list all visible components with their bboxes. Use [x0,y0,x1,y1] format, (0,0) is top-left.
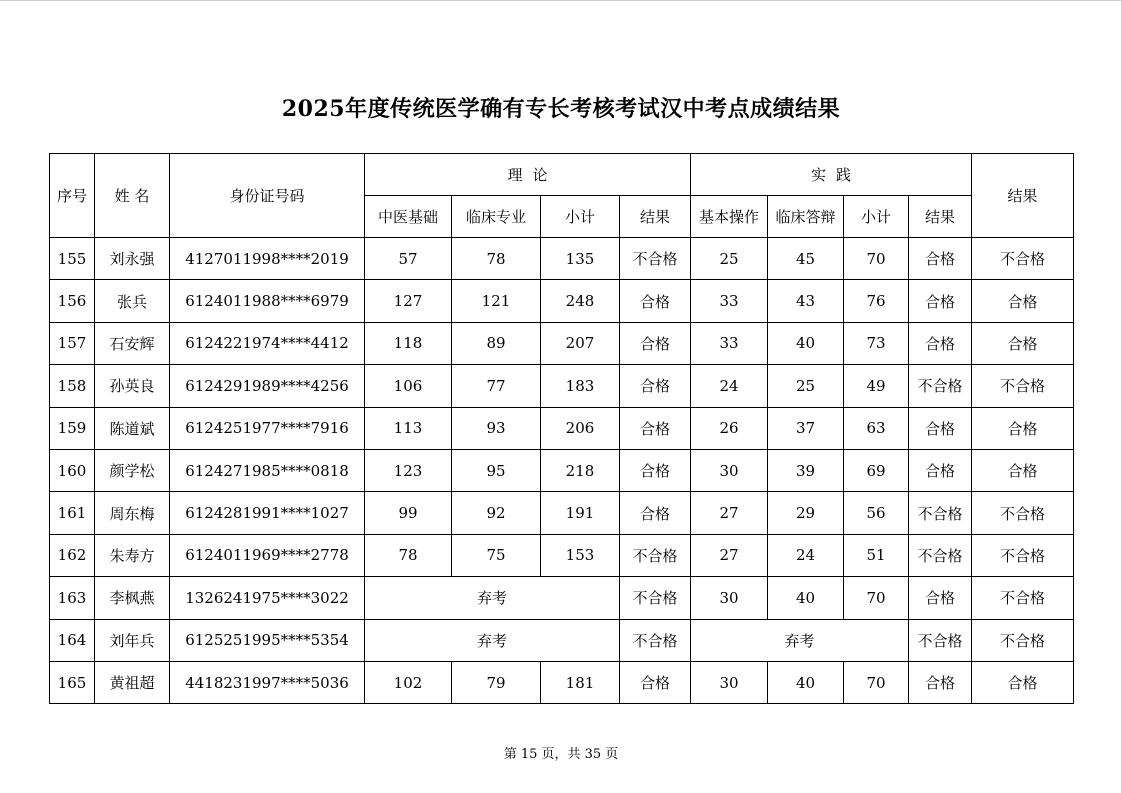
header-practice-subtotal: 小计 [844,196,909,238]
practice-operation-cell: 33 [691,280,768,322]
theory-result-cell: 合格 [620,365,691,407]
theory-clinical-cell: 78 [452,238,541,280]
overall-result-cell: 合格 [972,449,1074,491]
theory-subtotal-cell: 181 [541,661,620,703]
header-practice-operation: 基本操作 [691,196,768,238]
theory-subtotal-cell: 207 [541,322,620,364]
practice-defense-cell: 40 [768,577,844,619]
practice-operation-cell: 25 [691,238,768,280]
theory-result-cell: 合格 [620,322,691,364]
practice-result-cell: 不合格 [909,365,972,407]
overall-result-cell: 合格 [972,322,1074,364]
theory-clinical-cell: 89 [452,322,541,364]
table-row [50,407,1074,449]
overall-result-cell: 不合格 [972,492,1074,534]
theory-result-cell: 不合格 [620,619,691,661]
seq-cell: 158 [50,365,95,407]
practice-defense-cell: 40 [768,661,844,703]
page-border-top [0,0,1122,1]
practice-subtotal-cell: 69 [844,449,909,491]
theory-result-cell: 不合格 [620,238,691,280]
overall-result-cell: 不合格 [972,238,1074,280]
id-number-cell: 1326241975****3022 [170,577,365,619]
id-number-cell: 6124281991****1027 [170,492,365,534]
header-theory-group: 理论 [365,154,691,196]
practice-subtotal-cell: 70 [844,577,909,619]
header-practice-group: 实践 [691,154,972,196]
theory-basic-cell: 78 [365,534,452,576]
seq-cell: 163 [50,577,95,619]
theory-clinical-cell: 121 [452,280,541,322]
header-practice-result: 结果 [909,196,972,238]
practice-operation-cell: 30 [691,661,768,703]
practice-operation-cell: 26 [691,407,768,449]
practice-result-cell: 合格 [909,280,972,322]
practice-defense-cell: 29 [768,492,844,534]
overall-result-cell: 不合格 [972,534,1074,576]
seq-cell: 162 [50,534,95,576]
name-cell: 黄祖超 [95,661,170,703]
table-row [50,449,1074,491]
seq-cell: 165 [50,661,95,703]
name-cell: 刘永强 [95,238,170,280]
practice-result-cell: 合格 [909,577,972,619]
table-row [50,492,1074,534]
theory-clinical-cell: 92 [452,492,541,534]
theory-subtotal-cell: 135 [541,238,620,280]
name-cell: 朱寿方 [95,534,170,576]
header-name: 姓 名 [95,154,170,238]
table-row [50,322,1074,364]
practice-subtotal-cell: 56 [844,492,909,534]
theory-result-cell: 合格 [620,407,691,449]
theory-result-cell: 合格 [620,280,691,322]
theory-subtotal-cell: 183 [541,365,620,407]
table-row [50,365,1074,407]
theory-subtotal-cell: 218 [541,449,620,491]
practice-operation-cell: 27 [691,492,768,534]
theory-subtotal-cell: 191 [541,492,620,534]
theory-result-cell: 不合格 [620,534,691,576]
practice-defense-cell: 39 [768,449,844,491]
practice-operation-cell: 30 [691,449,768,491]
practice-subtotal-cell: 49 [844,365,909,407]
table-row [50,280,1074,322]
seq-cell: 161 [50,492,95,534]
id-number-cell: 6124291989****4256 [170,365,365,407]
name-cell: 刘年兵 [95,619,170,661]
table-row [50,619,1074,661]
header-overall-result: 结果 [972,154,1074,238]
theory-basic-cell: 99 [365,492,452,534]
practice-defense-cell: 40 [768,322,844,364]
theory-absent-cell: 弃考 [365,619,620,661]
header-theory-clinical: 临床专业 [452,196,541,238]
practice-defense-cell: 24 [768,534,844,576]
theory-subtotal-cell: 206 [541,407,620,449]
practice-result-cell: 不合格 [909,619,972,661]
practice-result-cell: 合格 [909,322,972,364]
theory-basic-cell: 123 [365,449,452,491]
practice-result-cell: 不合格 [909,534,972,576]
id-number-cell: 6124011988****6979 [170,280,365,322]
theory-clinical-cell: 95 [452,449,541,491]
practice-result-cell: 合格 [909,407,972,449]
theory-absent-cell: 弃考 [365,577,620,619]
overall-result-cell: 不合格 [972,577,1074,619]
practice-result-cell: 不合格 [909,492,972,534]
page-footer: 第 15 页，共 35 页 [503,747,619,762]
practice-result-cell: 合格 [909,449,972,491]
practice-subtotal-cell: 51 [844,534,909,576]
practice-defense-cell: 43 [768,280,844,322]
theory-result-cell: 不合格 [620,577,691,619]
seq-cell: 156 [50,280,95,322]
name-cell: 李枫燕 [95,577,170,619]
theory-clinical-cell: 75 [452,534,541,576]
practice-subtotal-cell: 70 [844,661,909,703]
table-row [50,238,1074,280]
theory-clinical-cell: 93 [452,407,541,449]
practice-operation-cell: 24 [691,365,768,407]
overall-result-cell: 合格 [972,661,1074,703]
theory-subtotal-cell: 153 [541,534,620,576]
table-row [50,661,1074,703]
theory-clinical-cell: 77 [452,365,541,407]
header-id: 身份证号码 [170,154,365,238]
id-number-cell: 6125251995****5354 [170,619,365,661]
score-table [49,153,1074,704]
theory-basic-cell: 102 [365,661,452,703]
practice-subtotal-cell: 73 [844,322,909,364]
theory-result-cell: 合格 [620,449,691,491]
header-practice-defense: 临床答辩 [768,196,844,238]
document-title: 2025年度传统医学确有专长考核考试汉中考点成绩结果 [281,96,841,122]
overall-result-cell: 合格 [972,407,1074,449]
header-seq: 序号 [50,154,95,238]
header-theory-result: 结果 [620,196,691,238]
overall-result-cell: 不合格 [972,619,1074,661]
practice-subtotal-cell: 70 [844,238,909,280]
practice-defense-cell: 25 [768,365,844,407]
seq-cell: 164 [50,619,95,661]
theory-result-cell: 合格 [620,492,691,534]
practice-result-cell: 合格 [909,238,972,280]
practice-operation-cell: 27 [691,534,768,576]
theory-basic-cell: 118 [365,322,452,364]
name-cell: 陈道斌 [95,407,170,449]
id-number-cell: 4418231997****5036 [170,661,365,703]
id-number-cell: 6124251977****7916 [170,407,365,449]
practice-operation-cell: 30 [691,577,768,619]
practice-defense-cell: 37 [768,407,844,449]
table-row [50,577,1074,619]
theory-basic-cell: 113 [365,407,452,449]
name-cell: 孙英良 [95,365,170,407]
practice-subtotal-cell: 76 [844,280,909,322]
id-number-cell: 6124011969****2778 [170,534,365,576]
practice-defense-cell: 45 [768,238,844,280]
practice-operation-cell: 33 [691,322,768,364]
header-theory-subtotal: 小计 [541,196,620,238]
id-number-cell: 4127011998****2019 [170,238,365,280]
header-theory-basic: 中医基础 [365,196,452,238]
theory-result-cell: 合格 [620,661,691,703]
theory-basic-cell: 106 [365,365,452,407]
seq-cell: 155 [50,238,95,280]
name-cell: 张兵 [95,280,170,322]
name-cell: 石安辉 [95,322,170,364]
theory-basic-cell: 57 [365,238,452,280]
seq-cell: 160 [50,449,95,491]
id-number-cell: 6124271985****0818 [170,449,365,491]
practice-subtotal-cell: 63 [844,407,909,449]
overall-result-cell: 不合格 [972,365,1074,407]
overall-result-cell: 合格 [972,280,1074,322]
seq-cell: 159 [50,407,95,449]
theory-basic-cell: 127 [365,280,452,322]
name-cell: 颜学松 [95,449,170,491]
id-number-cell: 6124221974****4412 [170,322,365,364]
table-row [50,534,1074,576]
name-cell: 周东梅 [95,492,170,534]
theory-subtotal-cell: 248 [541,280,620,322]
practice-result-cell: 合格 [909,661,972,703]
practice-absent-cell: 弃考 [691,619,909,661]
score-table-body [50,238,1074,704]
theory-clinical-cell: 79 [452,661,541,703]
seq-cell: 157 [50,322,95,364]
